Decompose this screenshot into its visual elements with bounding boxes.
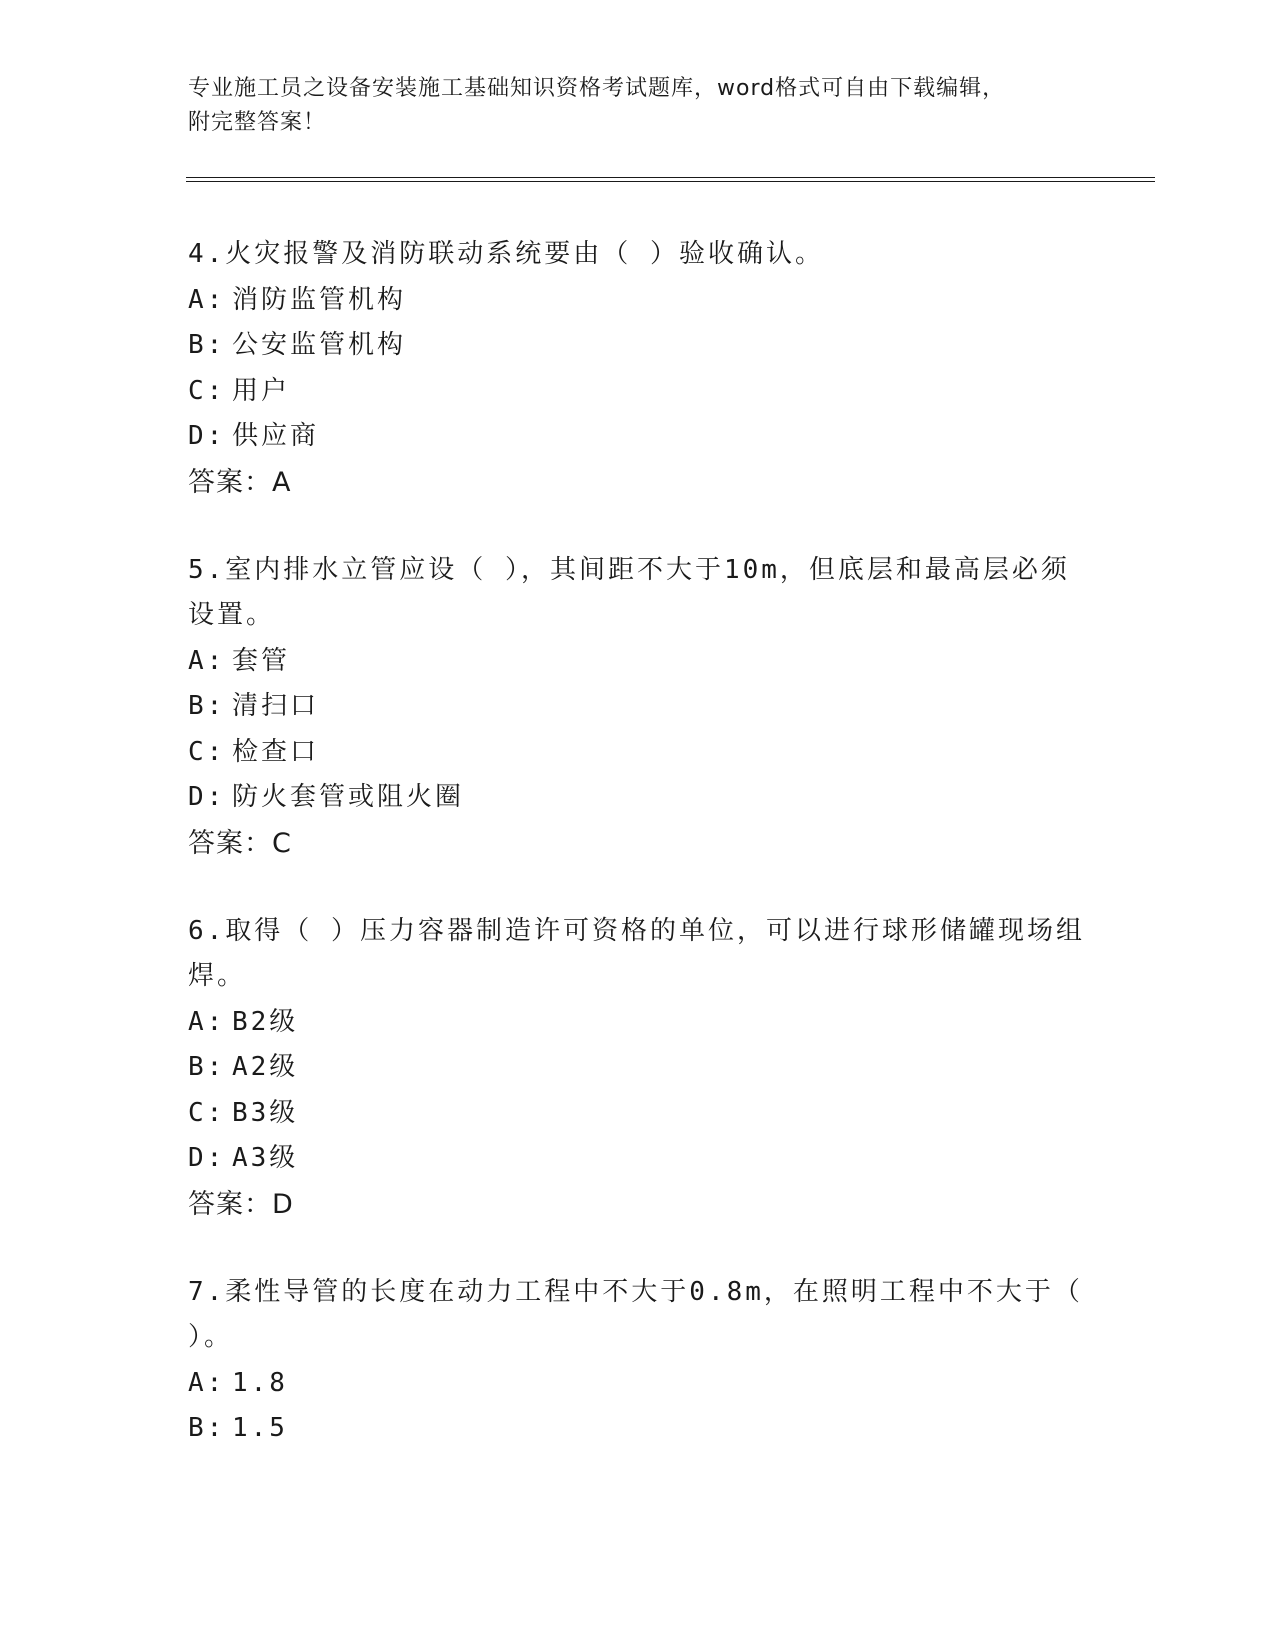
answer-line: 答案：D xyxy=(188,1188,294,1220)
option-letter: C: xyxy=(188,736,226,767)
option-a xyxy=(188,1361,1088,1407)
answer-line: 答案：C xyxy=(188,827,292,859)
option-d xyxy=(188,414,1088,460)
option-d xyxy=(188,1136,1088,1182)
option-letter: B: xyxy=(188,1052,226,1082)
answer-line: 答案：A xyxy=(188,466,292,498)
header-double-rule xyxy=(186,177,1155,182)
option-b xyxy=(188,1045,1088,1091)
question-stem-line-1: 6.取得（ ）压力容器制造许可资格的单位，可以进行球形储罐现场组 xyxy=(188,915,1085,946)
option-text: 清扫口 xyxy=(232,691,320,721)
option-c xyxy=(188,1091,1088,1137)
question-4 xyxy=(188,232,1088,506)
option-letter: D: xyxy=(188,421,226,451)
option-b xyxy=(188,1406,1088,1452)
option-letter: B: xyxy=(188,691,226,721)
option-a xyxy=(188,1000,1088,1046)
option-text: 套管 xyxy=(232,645,291,676)
option-text: A3级 xyxy=(232,1143,299,1173)
option-a xyxy=(188,278,1088,324)
option-letter: A: xyxy=(188,284,226,315)
option-letter: D: xyxy=(188,1143,226,1173)
option-text: B3级 xyxy=(232,1097,299,1128)
header-line-1: 专业施工员之设备安装施工基础知识资格考试题库，word格式可自由下载编辑， xyxy=(188,76,1006,101)
option-text: A2级 xyxy=(232,1052,299,1082)
option-text: B2级 xyxy=(232,1006,299,1037)
question-stem-line-1: 7.柔性导管的长度在动力工程中不大于0.8m，在照明工程中不大于（ xyxy=(188,1276,1083,1307)
option-letter: A: xyxy=(188,1006,226,1037)
option-letter: A: xyxy=(188,1367,226,1398)
option-text: 供应商 xyxy=(232,421,320,451)
option-b xyxy=(188,684,1088,730)
option-letter: B: xyxy=(188,1413,226,1443)
option-d xyxy=(188,775,1088,821)
option-c xyxy=(188,730,1088,776)
option-text: 公安监管机构 xyxy=(232,330,407,360)
question-stem-line-1: 5.室内排水立管应设（ ），其间距不大于10m，但底层和最高层必须 xyxy=(188,554,1070,585)
option-text: 1.8 xyxy=(232,1367,288,1398)
question-5 xyxy=(188,548,1088,867)
option-text: 消防监管机构 xyxy=(232,284,407,315)
document-header xyxy=(188,72,1088,140)
question-stem: 4.火灾报警及消防联动系统要由（ ）验收确认。 xyxy=(188,239,824,269)
question-6 xyxy=(188,909,1088,1228)
option-letter: D: xyxy=(188,782,226,812)
option-text: 检查口 xyxy=(232,736,320,767)
question-stem-line-2: 设置。 xyxy=(188,600,276,630)
question-7 xyxy=(188,1270,1088,1452)
option-letter: B: xyxy=(188,330,226,360)
option-letter: C: xyxy=(188,375,226,406)
option-letter: C: xyxy=(188,1097,226,1128)
option-b xyxy=(188,323,1088,369)
option-text: 1.5 xyxy=(232,1413,288,1443)
question-stem-line-2: ）。 xyxy=(188,1322,234,1352)
option-letter: A: xyxy=(188,645,226,676)
header-line-2: 附完整答案！ xyxy=(188,110,327,135)
option-c xyxy=(188,369,1088,415)
option-text: 防火套管或阻火圈 xyxy=(232,782,465,812)
option-a xyxy=(188,639,1088,685)
question-stem-line-2: 焊。 xyxy=(188,961,247,991)
question-list xyxy=(188,232,1088,1494)
option-text: 用户 xyxy=(232,375,291,406)
